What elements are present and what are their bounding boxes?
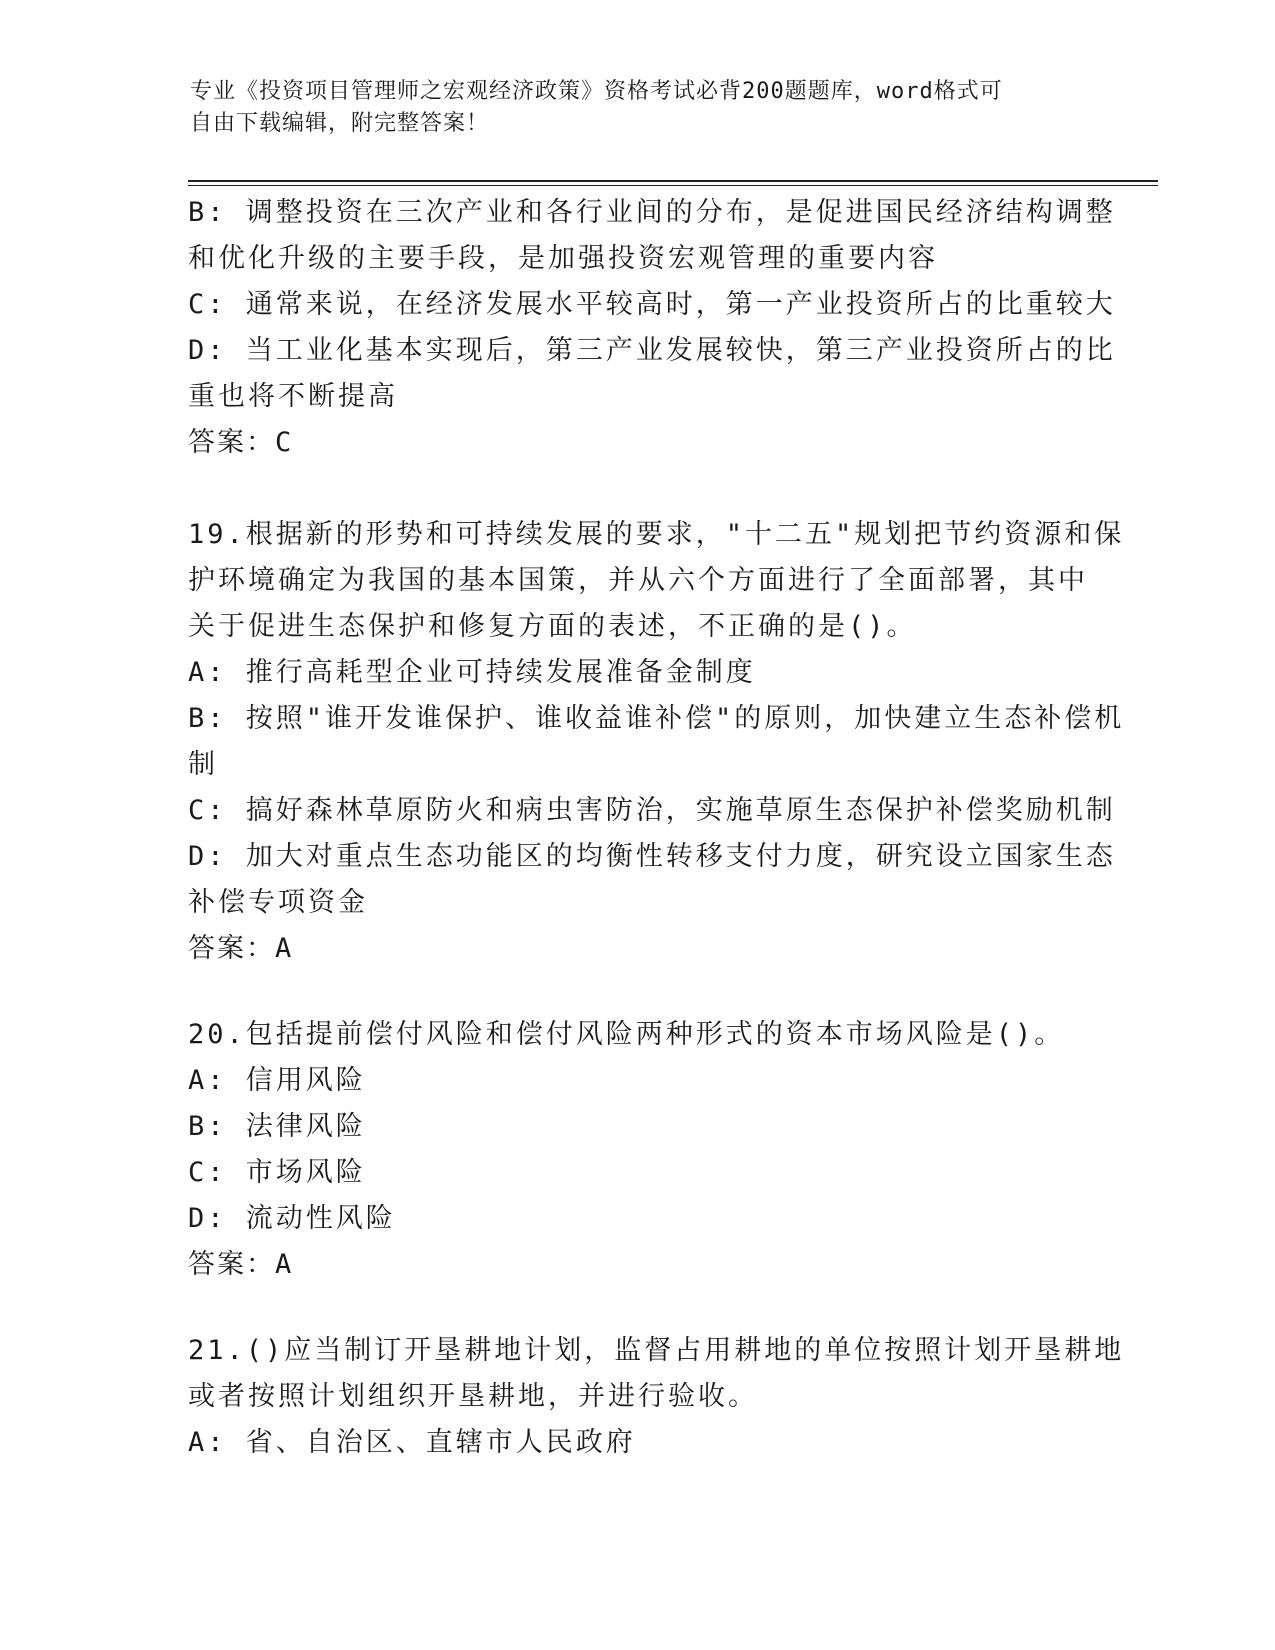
answer-19: [188, 926, 1068, 972]
option-a: A: 信用风险: [188, 1065, 366, 1096]
question-18-options: [188, 190, 1116, 466]
option-c: C: 通常来说，在经济发展水平较高时，第一产业投资所占的比重较大: [188, 289, 1116, 320]
option-b-line-2: 制: [188, 749, 218, 780]
option-d-line-2: 补偿专项资金: [188, 887, 368, 918]
option-a: A: 推行高耗型企业可持续发展准备金制度: [188, 657, 756, 688]
header-divider-thin: [188, 185, 1158, 186]
option-d: D: 流动性风险: [188, 1203, 396, 1234]
question-19-line-1: 19.根据新的形势和可持续发展的要求，"十二五"规划把节约资源和保: [188, 519, 1125, 550]
answer-value: A: [275, 1249, 294, 1280]
option-b-line-2: 和优化升级的主要手段，是加强投资宏观管理的重要内容: [188, 243, 938, 274]
option-c: C: 市场风险: [188, 1157, 366, 1188]
question-19: [188, 512, 1125, 972]
answer-value: C: [275, 427, 294, 458]
spacer: [188, 466, 1068, 512]
document-header: [190, 76, 1090, 140]
question-19-line-3: 关于促进生态保护和修复方面的表述，不正确的是()。: [188, 611, 917, 642]
option-d-line-1: D: 当工业化基本实现后，第三产业发展较快，第三产业投资所占的比: [188, 335, 1116, 366]
option-c: C: 搞好森林草原防火和病虫害防治，实施草原生态保护补偿奖励机制: [188, 795, 1116, 826]
question-20: [188, 1012, 1068, 1288]
answer-label: 答案：: [188, 1249, 275, 1280]
option-b: B: 法律风险: [188, 1111, 366, 1142]
header-divider-thick: [188, 180, 1158, 182]
question-21-line-2: 或者按照计划组织开垦耕地，并进行验收。: [188, 1381, 758, 1412]
answer-label: 答案：: [188, 933, 275, 964]
spacer: [188, 1288, 1068, 1328]
question-20-line-1: 20.包括提前偿付风险和偿付风险两种形式的资本市场风险是()。: [188, 1019, 1065, 1050]
document-body: [188, 190, 1125, 1466]
header-line-2: 自由下载编辑，附完整答案！: [190, 111, 490, 136]
header-line-1: 专业《投资项目管理师之宏观经济政策》资格考试必背200题题库，word格式可: [190, 79, 1003, 104]
option-a: A: 省、自治区、直辖市人民政府: [188, 1427, 636, 1458]
question-19-line-2: 护环境确定为我国的基本国策，并从六个方面进行了全面部署，其中: [188, 565, 1088, 596]
option-d-line-1: D: 加大对重点生态功能区的均衡性转移支付力度，研究设立国家生态: [188, 841, 1116, 872]
question-21: [188, 1328, 1125, 1466]
answer-20: [188, 1242, 1068, 1288]
question-21-line-1: 21.()应当制订开垦耕地计划，监督占用耕地的单位按照计划开垦耕地: [188, 1335, 1125, 1366]
answer-label: 答案：: [188, 427, 275, 458]
answer-value: A: [275, 933, 294, 964]
option-b-line-1: B: 调整投资在三次产业和各行业间的分布，是促进国民经济结构调整: [188, 197, 1116, 228]
option-b-line-1: B: 按照"谁开发谁保护、谁收益谁补偿"的原则，加快建立生态补偿机: [188, 703, 1125, 734]
answer-18: [188, 420, 1068, 466]
spacer: [188, 972, 1068, 1012]
option-d-line-2: 重也将不断提高: [188, 381, 398, 412]
